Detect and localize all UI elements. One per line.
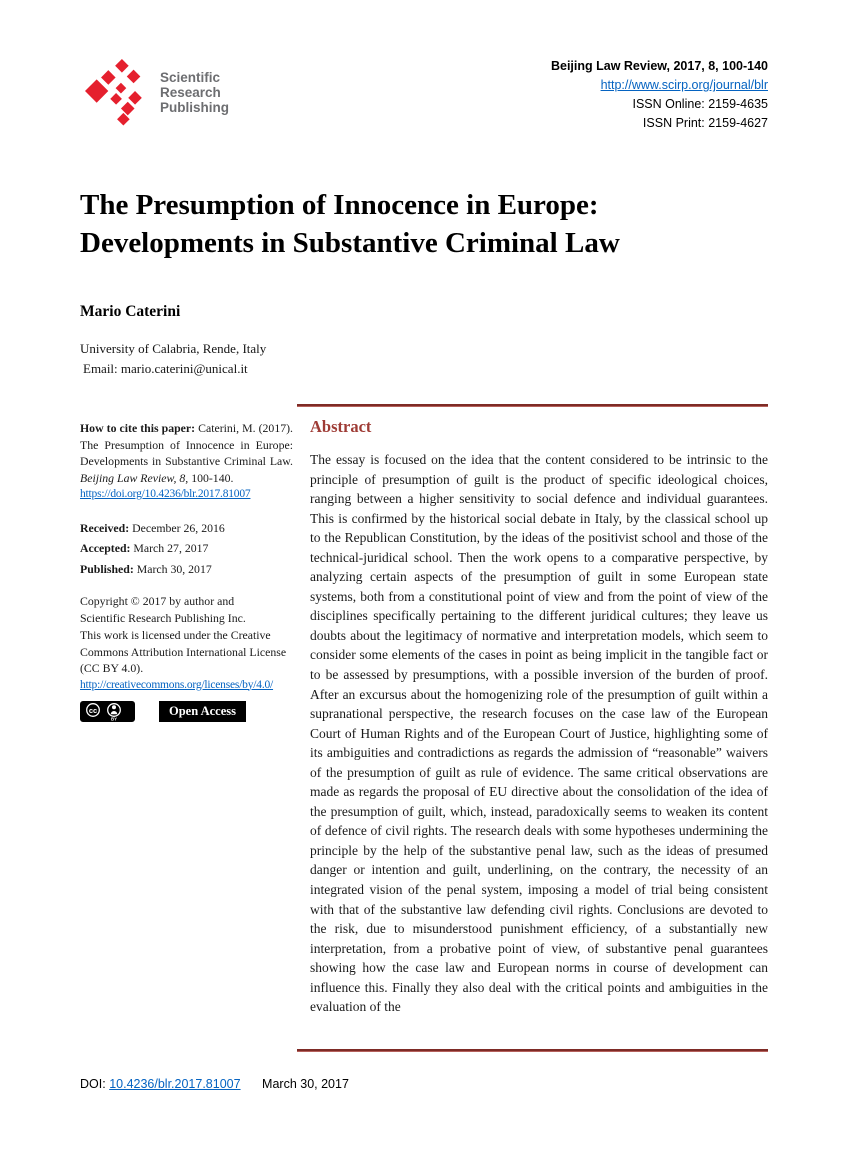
doi-citation-link[interactable]: https://doi.org/10.4236/blr.2017.81007 xyxy=(80,488,251,500)
footer-doi-link[interactable]: 10.4236/blr.2017.81007 xyxy=(109,1077,241,1091)
paper-title xyxy=(80,186,780,262)
logo-line-1: Scientific xyxy=(160,70,221,85)
cite-label: How to cite this paper: xyxy=(80,421,196,435)
divider-top xyxy=(297,404,768,407)
cite-text-2: 100-140. xyxy=(191,470,234,485)
accepted-date: March 27, 2017 xyxy=(133,541,209,555)
copyright-line-2: Scientific Research Publishing Inc. xyxy=(80,610,246,625)
abstract-body: The essay is focused on the idea that the content considered to be intrinsic to the principle of presumption of guilt is the product of specific ideological choices, ranging between a higher sensitivity to social defence and individual guarantees. This is confirmed by the historical social debate in Italy, by the classical school up to the Republican Constitution, by the ideas of the positivist school and those of the technical-juridical school. Then the work opens to a comparative perspective, by analyzing certain aspects of the presumption of guilt in some European state systems, both from a constitutional point of view and from the point of view of the disciplines specifically pertaining to the different juridical cultures; they leave us doubts about the legitimacy of normative and interpretation models, which seem to consider some elements of the cases in point as being implicit in the tangible fact or to be assessed by presumptions, with a possible inversion of the burden of proof. After an excursus about the homogenizing role of the presumption of guilt within a supranational perspective, the research focuses on the case law of the European Court of Human Rights and of the European Court of Justice, highlighting some of its ambiguities and contradictions as regards the admission of “reasonable” waivers of the presumption of guilt as rule of evidence. The same critical observations are made as regards the proposal of EU directive about the consolidation of the idea of the presumption of guilt, which, instead, paradoxically seems to weaken its content of defence of civil rights. The research deals with some hypotheses undermining the principle by the help of the substantive penal law, such as the ideas of presumed danger or intention and guilt, underlining, on the contrary, the necessity of an integrated vision of the penal system, imposing a model of trial being consistent with that of the substantive law defending civil rights. Conclusions are devoted to the risk, due to misunderstood punishment efficiency, of a substantially new interpretation, from a probative point of view, of substantive penal guarantees showing how the case law and European norms in course of development can influence this. Finally they also deal with the critical points and ambiguities in the evaluation of the xyxy=(310,452,768,1015)
license-badges xyxy=(80,701,293,722)
page-footer xyxy=(80,1077,349,1091)
journal-url-link[interactable]: http://www.scirp.org/journal/blr xyxy=(600,78,768,92)
abstract-section xyxy=(310,417,768,1042)
cc-by-badge-icon[interactable] xyxy=(80,701,135,722)
publisher-logo xyxy=(85,58,229,128)
abstract-heading: Abstract xyxy=(310,417,372,436)
copyright-block xyxy=(80,593,293,693)
issn-print: ISSN Print: 2159-4627 xyxy=(642,116,768,130)
author-name: Mario Caterini xyxy=(80,303,181,320)
license-text: This work is licensed under the Creative Commons Attribution International License (CC BY 4.0). xyxy=(80,628,287,675)
issn-online: ISSN Online: 2159-4635 xyxy=(632,97,768,111)
publisher-name xyxy=(160,70,229,115)
citation-block xyxy=(80,420,293,503)
logo-line-3: Publishing xyxy=(160,100,229,115)
author-affiliation: University of Calabria, Rende, Italy xyxy=(80,341,267,356)
cite-text-1: Caterini, M. (2017). The Presumption of Innocence in Europe: Developments in Substantive Criminal Law. xyxy=(80,421,293,468)
received-row xyxy=(80,518,293,539)
journal-reference: Beijing Law Review, 2017, 8, 100-140 xyxy=(550,59,768,73)
doi-label: DOI: xyxy=(80,1077,106,1091)
svg-text:cc: cc xyxy=(88,705,98,715)
sidebar-metadata xyxy=(80,420,293,722)
received-label: Received: xyxy=(80,520,130,535)
published-date: March 30, 2017 xyxy=(136,561,212,576)
open-access-badge: Open Access xyxy=(159,701,246,722)
journal-info xyxy=(551,57,768,133)
received-date: December 26, 2016 xyxy=(132,520,225,535)
footer-date: March 30, 2017 xyxy=(262,1077,349,1091)
cc-by-text: BY xyxy=(111,716,117,722)
copyright-line-1: Copyright © 2017 by author and xyxy=(80,594,235,608)
license-link[interactable]: http://creativecommons.org/licenses/by/4.0/ xyxy=(80,678,274,691)
accepted-label: Accepted: xyxy=(80,541,131,555)
article-dates xyxy=(80,518,293,580)
cite-journal-italic: Beijing Law Review, 8, xyxy=(80,470,192,485)
divider-bottom xyxy=(297,1049,768,1052)
scirp-diamonds-icon xyxy=(85,58,153,128)
published-label: Published: xyxy=(80,561,134,576)
logo-line-2: Research xyxy=(160,85,221,100)
paper-title-line-1: The Presumption of Innocence in Europe: xyxy=(80,189,599,221)
paper-title-line-2: Developments in Substantive Criminal Law xyxy=(80,227,620,259)
accepted-row xyxy=(80,538,293,559)
author-email: Email: mario.caterini@unical.it xyxy=(83,361,248,376)
published-row xyxy=(80,559,293,580)
